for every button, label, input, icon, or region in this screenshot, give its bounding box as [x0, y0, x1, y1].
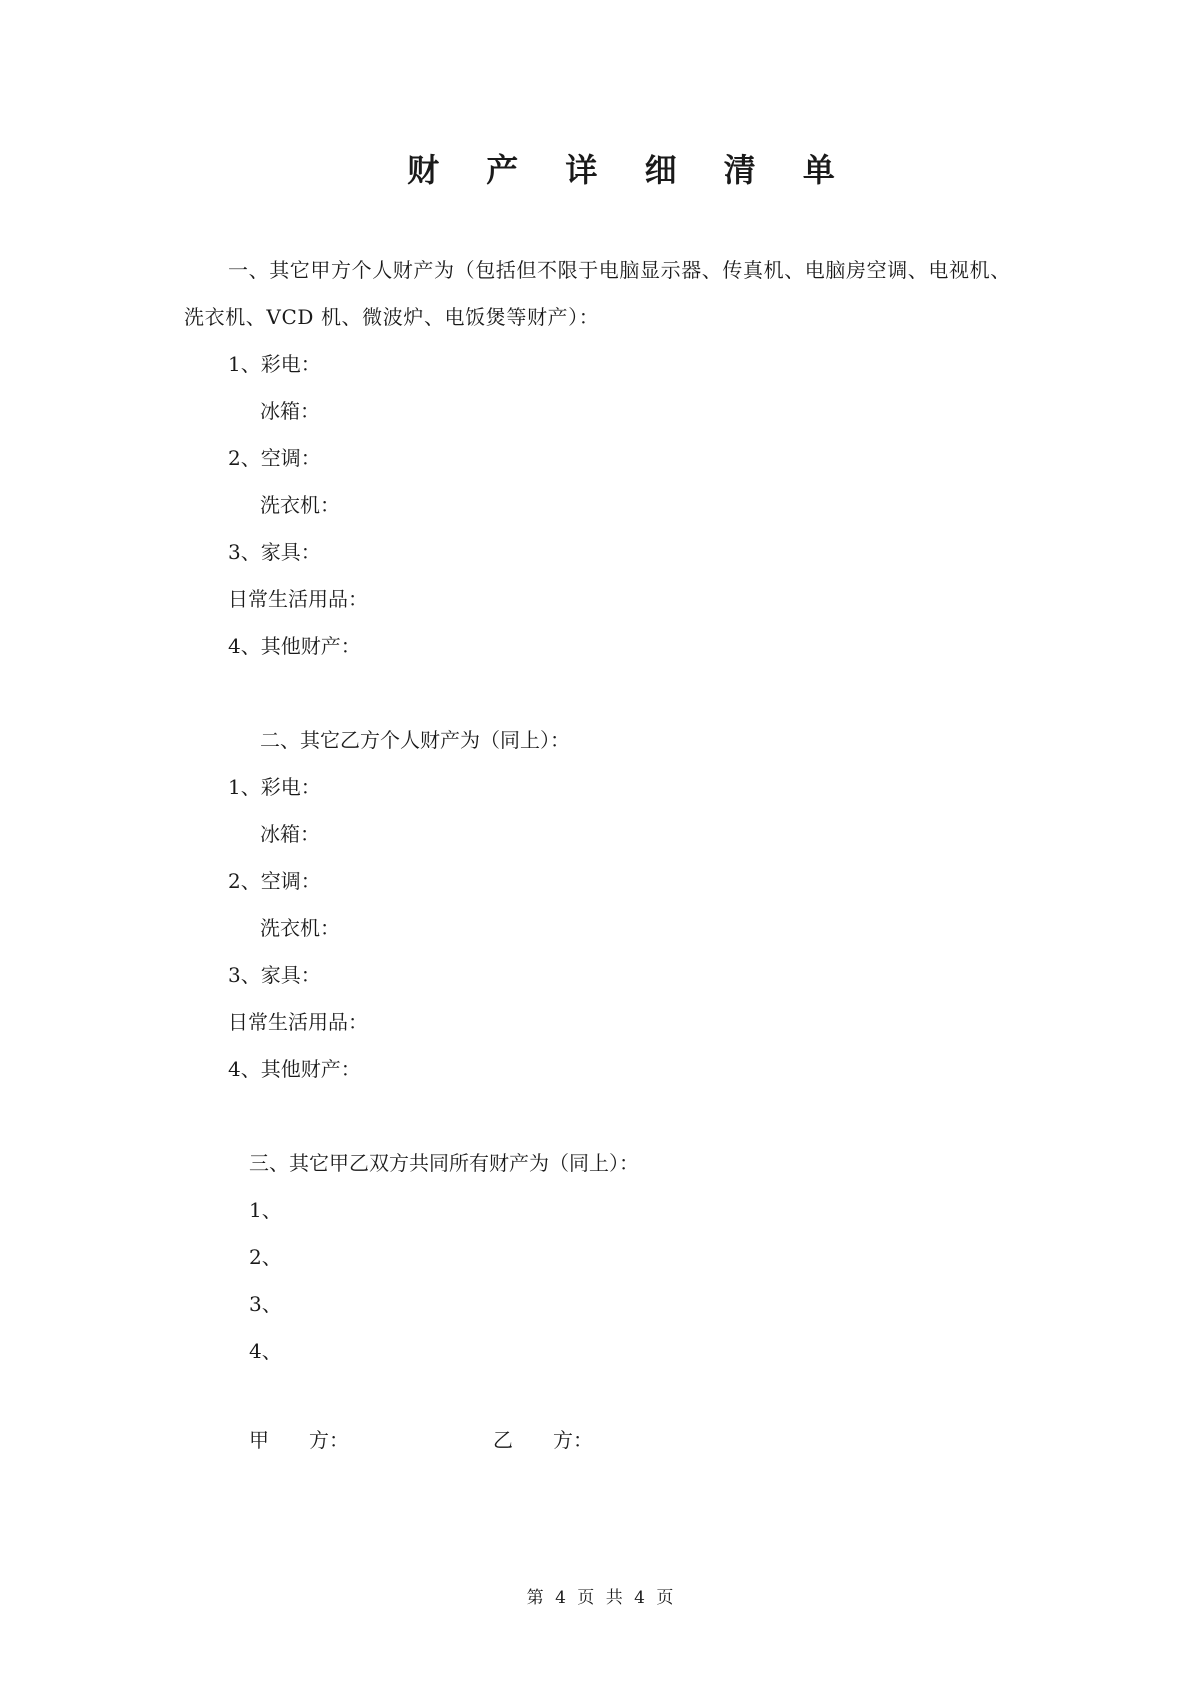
- section1-item-daily-goods: 日常生活用品：: [228, 587, 368, 611]
- section3-heading: 三、其它甲乙双方共同所有财产为（同上）：: [249, 1151, 639, 1175]
- section1-item-color-tv: 1、彩电：: [228, 352, 321, 376]
- section2-item-fridge: 冰箱：: [260, 822, 320, 846]
- section2-item-washing-machine: 洗衣机：: [260, 916, 340, 940]
- section2-item-color-tv: 1、彩电：: [228, 775, 321, 799]
- section1-item-washing-machine: 洗衣机：: [260, 493, 340, 517]
- signature-party-b: [493, 1426, 593, 1454]
- section2-item-daily-goods: 日常生活用品：: [228, 1010, 368, 1034]
- section1-item-furniture: 3、家具：: [228, 540, 321, 564]
- section2-item-air-conditioner: 2、空调：: [228, 869, 321, 893]
- section2-heading: 二、其它乙方个人财产为（同上）：: [260, 728, 570, 752]
- section3-item-4: 4、: [249, 1339, 282, 1363]
- section3-item-2: 2、: [249, 1245, 282, 1269]
- section2-item-other-property: 4、其他财产：: [228, 1057, 361, 1081]
- section1-item-air-conditioner: 2、空调：: [228, 446, 321, 470]
- section1-item-other-property: 4、其他财产：: [228, 634, 361, 658]
- page-footer: 第 4 页 共 4 页: [526, 1588, 674, 1608]
- signature-party-a: [249, 1426, 349, 1454]
- section2-item-furniture: 3、家具：: [228, 963, 321, 987]
- signature-party-a-label: 甲 方：: [249, 1428, 349, 1452]
- section3-item-1: 1、: [249, 1198, 282, 1222]
- section1-heading-line1: 一、其它甲方个人财产为（包括但不限于电脑显示器、传真机、电脑房空调、电视机、: [228, 258, 1011, 282]
- document-title: 财 产 详 细 清 单: [407, 151, 853, 189]
- section1-heading-line2: 洗衣机、VCD 机、微波炉、电饭煲等财产）：: [184, 305, 600, 329]
- section1-item-fridge: 冰箱：: [260, 399, 320, 423]
- section3-item-3: 3、: [249, 1292, 282, 1316]
- signature-party-b-label: 乙 方：: [493, 1428, 593, 1452]
